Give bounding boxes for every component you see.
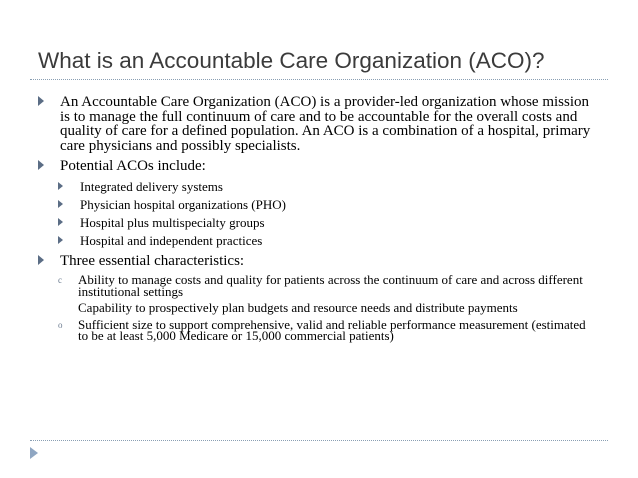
next-slide-arrow-icon[interactable]	[30, 447, 38, 459]
sub-bullet-arrow-icon	[58, 218, 63, 226]
sub-bullet	[0, 234, 638, 248]
sub-bullet-text: Integrated delivery systems	[80, 178, 223, 194]
sub-bullet-arrow-icon	[58, 200, 63, 208]
bullet-potential-acos	[0, 159, 638, 174]
characteristic-marker: c	[58, 275, 62, 285]
sub-bullet	[0, 216, 638, 230]
characteristic-marker: o	[58, 319, 63, 330]
slide-content	[0, 95, 638, 347]
bullet-text: Potential ACOs include:	[60, 158, 206, 174]
bullet-arrow-icon	[38, 96, 44, 106]
bullet-arrow-icon	[38, 160, 44, 170]
characteristic-text: Capability to prospectively plan budgets and resource needs and distribute payments	[78, 300, 518, 315]
sub-bullet	[0, 180, 638, 194]
bullet-characteristics	[0, 254, 638, 269]
slide-title: What is an Accountable Care Organization (ACO)?	[38, 48, 545, 73]
title-divider	[30, 79, 608, 80]
characteristic-text: Sufficient size to support comprehensive, valid and reliable performance measurement (estimated to be at least 5,000 Medicare or 15,000 commercial patients)	[78, 316, 586, 343]
characteristic-text: Ability to manage costs and quality for patients across the continuum of care and across different institutional settings	[78, 272, 583, 299]
sub-bullet	[0, 198, 638, 212]
characteristic-item	[0, 316, 638, 343]
sub-bullet-text: Hospital plus multispecialty groups	[80, 214, 265, 230]
bullet-text: Three essential characteristics:	[60, 252, 245, 269]
sub-bullet-text: Physician hospital organizations (PHO)	[80, 196, 286, 212]
sub-bullet-arrow-icon	[58, 236, 63, 244]
bullet-definition	[0, 95, 638, 153]
sub-bullet-text: Hospital and independent practices	[80, 232, 263, 248]
footer-divider	[30, 440, 608, 441]
bullet-arrow-icon	[38, 255, 44, 265]
sub-bullet-arrow-icon	[58, 182, 63, 190]
characteristic-item	[0, 274, 638, 297]
characteristic-item	[0, 302, 638, 314]
bullet-text: An Accountable Care Organization (ACO) is a provider-led organization whose mission is to manage the full continuum of care and to be accountable for the overall costs and quality of care for a defined population. An ACO is a combination of a hospital, primary care physicians and possibly specialists.	[60, 94, 591, 154]
